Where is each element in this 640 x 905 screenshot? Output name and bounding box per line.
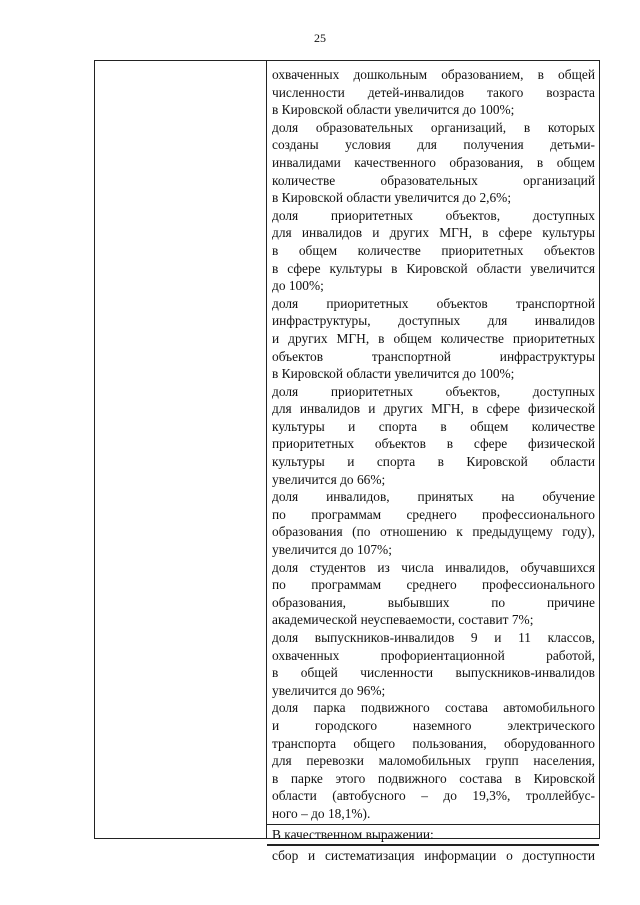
text-line: созданы условия для получения детьми- bbox=[272, 137, 595, 153]
text-line: образования, выбывших по причине bbox=[272, 594, 595, 610]
text-line: инвалидами качественного образования, в общем bbox=[272, 154, 595, 170]
text-line: доля парка подвижного состава автомобильного bbox=[272, 700, 595, 716]
text-line: в Кировской области увеличится до 2,6%; bbox=[272, 190, 512, 206]
text-line: по программам среднего профессионального bbox=[272, 506, 595, 522]
row-divider bbox=[267, 824, 599, 825]
text-line: ного – до 18,1%). bbox=[272, 805, 371, 821]
table-right-cell bbox=[267, 61, 599, 864]
text-line: по программам среднего профессионального bbox=[272, 577, 595, 593]
table-left-cell bbox=[95, 61, 267, 838]
text-line: приоритетных объектов в сфере физической bbox=[272, 436, 595, 452]
text-line: транспорта общего пользования, оборудованного bbox=[272, 735, 595, 751]
text-line: доля выпускников-инвалидов 9 и 11 классов, bbox=[272, 630, 595, 645]
text-line: культуры и спорта в общем количестве bbox=[272, 418, 595, 434]
text-line: для инвалидов и других МГН, в сфере культуры bbox=[272, 225, 595, 241]
text-line: доля приоритетных объектов, доступных bbox=[272, 207, 595, 223]
text-line: инфраструктуры, доступных для инвалидов bbox=[272, 313, 595, 329]
text-line: количестве образовательных организаций bbox=[272, 172, 595, 188]
text-line: в парке этого подвижного состава в Кировской bbox=[272, 770, 595, 786]
row-divider-2 bbox=[267, 844, 599, 845]
text-line: охваченных дошкольным образованием, в общей bbox=[272, 67, 595, 82]
text-line: и других МГН, в общем количестве приоритетных bbox=[272, 330, 595, 346]
text-line: в сфере культуры в Кировской области увеличится bbox=[272, 260, 595, 276]
qualitative-heading bbox=[272, 826, 595, 844]
page-number: 25 bbox=[314, 31, 326, 45]
text-line: охваченных профориентационной работой, bbox=[272, 647, 595, 663]
final-line bbox=[272, 847, 595, 865]
text-line: до 100%; bbox=[272, 278, 324, 294]
qualitative-heading-text: В качественном выражении: bbox=[272, 826, 434, 842]
indicators-table bbox=[94, 60, 600, 863]
text-line: в общей численности выпускников-инвалидов bbox=[272, 665, 595, 681]
text-line: образования (по отношению к предыдущему году), bbox=[272, 524, 595, 540]
indicators-text bbox=[272, 66, 595, 823]
text-line: в Кировской области увеличится до 100%; bbox=[272, 366, 515, 382]
text-line: доля приоритетных объектов, доступных bbox=[272, 383, 595, 399]
text-line: в Кировской области увеличится до 100%; bbox=[272, 102, 515, 118]
text-line: численности детей-инвалидов такого возраста bbox=[272, 84, 595, 100]
text-line: и городского наземного электрического bbox=[272, 717, 595, 733]
text-line: доля студентов из числа инвалидов, обучавшихся bbox=[272, 559, 595, 575]
text-line: увеличится до 107%; bbox=[272, 542, 392, 558]
text-line: увеличится до 96%; bbox=[272, 682, 386, 698]
text-line: для инвалидов и других МГН, в сфере физической bbox=[272, 401, 595, 417]
text-line: объектов транспортной инфраструктуры bbox=[272, 348, 595, 364]
text-line: культуры и спорта в Кировской области bbox=[272, 454, 595, 470]
text-line: для перевозки маломобильных групп населения, bbox=[272, 753, 595, 769]
text-line: академической неуспеваемости, составит 7%; bbox=[272, 612, 534, 628]
final-line-text: сбор и систематизация информации о доступности bbox=[272, 847, 595, 863]
text-line: области (автобусного – до 19,3%, троллейбус- bbox=[272, 788, 595, 804]
text-line: доля инвалидов, принятых на обучение bbox=[272, 489, 595, 505]
text-line: доля образовательных организаций, в которых bbox=[272, 119, 595, 135]
text-line: доля приоритетных объектов транспортной bbox=[272, 295, 595, 311]
text-line: увеличится до 66%; bbox=[272, 471, 386, 487]
text-line: в общем количестве приоритетных объектов bbox=[272, 242, 595, 258]
